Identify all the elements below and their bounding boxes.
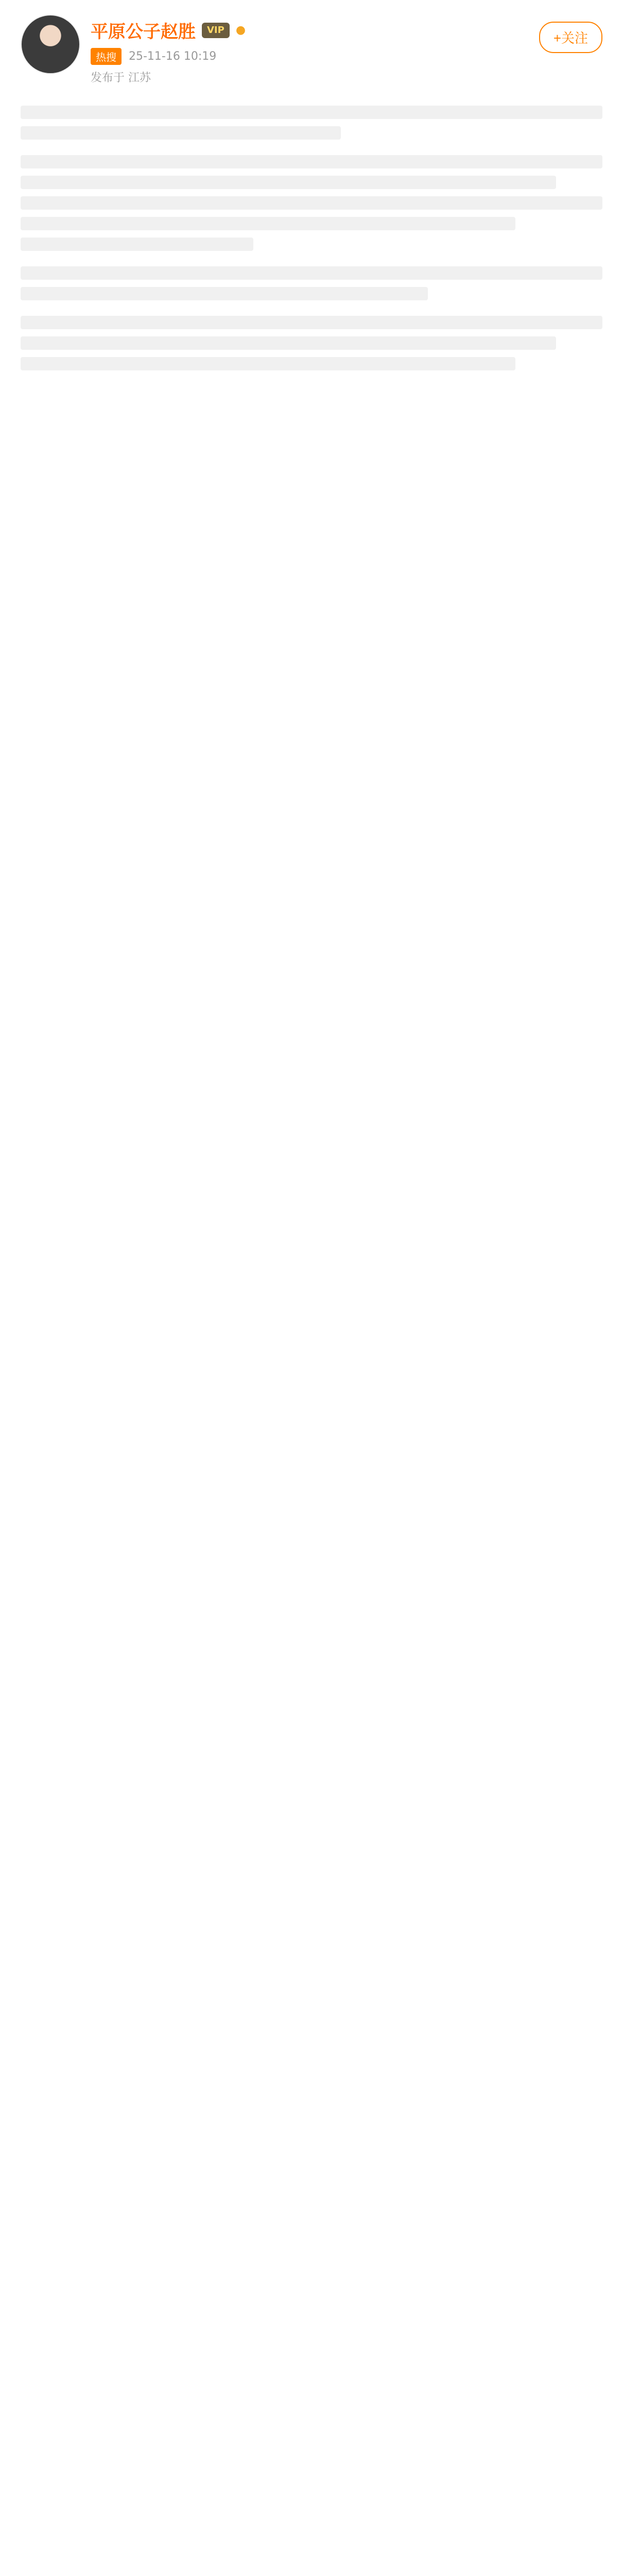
text-line <box>21 217 515 230</box>
verified-icon: ● <box>235 24 246 37</box>
timestamp: 25-11-16 10:19 <box>129 50 217 63</box>
text-line <box>21 126 341 140</box>
text-line <box>21 106 602 119</box>
sub-row <box>91 48 529 65</box>
author-name[interactable]: 平原公子赵胜 <box>91 22 196 42</box>
body-paragraph <box>21 316 602 370</box>
location: 发布于 江苏 <box>91 72 151 84</box>
body-paragraph <box>21 155 602 251</box>
text-line <box>21 287 428 300</box>
vip-badge: VIP <box>202 23 230 38</box>
post-body <box>21 106 602 370</box>
text-line <box>21 155 602 168</box>
follow-label: +关注 <box>553 30 588 46</box>
text-line <box>21 316 602 329</box>
text-line <box>21 336 556 350</box>
body-paragraph <box>21 106 602 140</box>
follow-button[interactable] <box>539 22 602 53</box>
post-page <box>0 0 623 401</box>
name-row <box>91 18 529 43</box>
post-header <box>21 14 602 85</box>
text-line <box>21 196 602 210</box>
avatar[interactable] <box>21 14 80 74</box>
text-line <box>21 176 556 189</box>
text-line <box>21 238 253 251</box>
body-paragraph <box>21 266 602 300</box>
post-meta <box>91 14 529 85</box>
hot-badge: 热搜 <box>91 48 122 65</box>
text-line <box>21 357 515 370</box>
text-line <box>21 266 602 280</box>
